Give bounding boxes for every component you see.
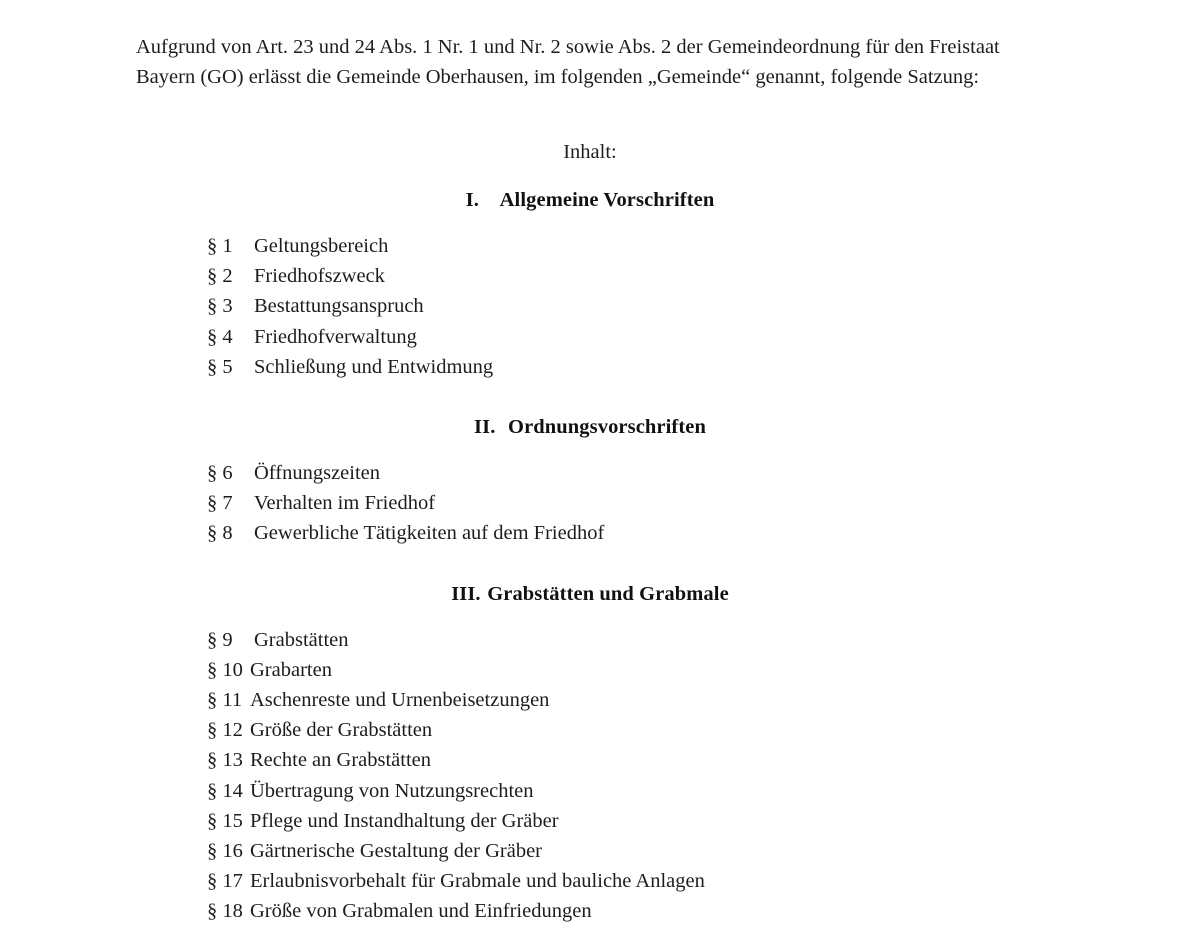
section-numeral: III. [451, 582, 481, 605]
section-title: Ordnungsvorschriften [508, 416, 706, 439]
paragraph-number: § 18 [207, 900, 243, 923]
paragraph-label: Grabarten [250, 658, 332, 681]
paragraph-number: § 2 [207, 265, 233, 288]
toc-entry[interactable] [207, 518, 1180, 548]
section-heading-3 [0, 580, 1180, 609]
section-item-list-3 [207, 625, 1180, 927]
section-title: Grabstätten und Grabmale [487, 582, 729, 605]
toc-entry[interactable] [207, 352, 1180, 382]
section-heading-2 [0, 413, 1180, 442]
paragraph-number: § 7 [207, 492, 233, 515]
paragraph-number: § 10 [207, 658, 243, 681]
toc-entry[interactable] [207, 836, 1180, 866]
paragraph-label: Grabstätten [254, 628, 349, 651]
paragraph-number: § 16 [207, 840, 243, 863]
toc-entry[interactable] [207, 625, 1180, 655]
section-numeral: II. [474, 416, 496, 439]
paragraph-number: § 14 [207, 779, 243, 802]
toc-entry[interactable] [207, 261, 1180, 291]
paragraph-number: § 17 [207, 870, 243, 893]
toc-entry[interactable] [207, 896, 1180, 926]
toc-section-3 [0, 580, 1180, 927]
section-item-list-1 [207, 231, 1180, 382]
section-title: Allgemeine Vorschriften [499, 189, 715, 211]
paragraph-label: Größe von Grabmalen und Einfriedungen [250, 900, 592, 923]
paragraph-label: Rechte an Grabstätten [250, 749, 432, 772]
paragraph-number: § 15 [207, 809, 243, 832]
paragraph-number: § 12 [207, 719, 243, 742]
toc-entry[interactable] [207, 745, 1180, 775]
paragraph-label: Öffnungszeiten [254, 462, 381, 485]
paragraph-number: § 9 [207, 628, 233, 651]
toc-entry[interactable] [207, 291, 1180, 321]
paragraph-number: § 5 [207, 355, 233, 378]
paragraph-label: Verhalten im Friedhof [254, 492, 436, 515]
paragraph-label: Gärtnerische Gestaltung der Gräber [250, 840, 542, 863]
paragraph-number: § 11 [207, 689, 243, 712]
paragraph-number: § 8 [207, 522, 233, 545]
section-numeral: I. [465, 189, 479, 211]
toc-entry[interactable] [207, 231, 1180, 261]
paragraph-label: Gewerbliche Tätigkeiten auf dem Friedhof [254, 522, 605, 545]
paragraph-label: Größe der Grabstätten [250, 719, 433, 742]
paragraph-label: Aschenreste und Urnenbeisetzungen [250, 689, 550, 712]
toc-entry[interactable] [207, 488, 1180, 518]
paragraph-number: § 6 [207, 462, 233, 485]
paragraph-label: Übertragung von Nutzungsrechten [250, 779, 534, 802]
toc-entry[interactable] [207, 685, 1180, 715]
paragraph-label: Friedhofverwaltung [254, 325, 417, 348]
paragraph-label: Schließung und Entwidmung [254, 355, 494, 378]
toc-entry[interactable] [207, 715, 1180, 745]
section-item-list-2 [207, 458, 1180, 549]
paragraph-number: § 1 [207, 235, 233, 257]
paragraph-number: § 4 [207, 325, 233, 348]
contents-heading: Inhalt: [563, 141, 617, 163]
paragraph-label: Pflege und Instandhaltung der Gräber [250, 809, 559, 832]
toc-entry[interactable] [207, 322, 1180, 352]
paragraph-number: § 3 [207, 295, 233, 318]
intro-paragraph: Aufgrund von Art. 23 und 24 Abs. 1 Nr. 1 und Nr. 2 sowie Abs. 2 der Gemeindeordnung für den Freistaat Bayern (GO) erlässt die Gemeinde Oberhausen, im folgenden „Gemeinde“ genannt, folgende Satzung: [136, 35, 1000, 88]
table-of-contents [0, 186, 1180, 927]
paragraph-label: Erlaubnisvorbehalt für Grabmale und bauliche Anlagen [250, 870, 705, 893]
toc-entry[interactable] [207, 655, 1180, 685]
toc-section-1 [0, 186, 1180, 382]
toc-entry[interactable] [207, 776, 1180, 806]
toc-entry[interactable] [207, 806, 1180, 836]
toc-entry[interactable] [207, 458, 1180, 488]
paragraph-label: Bestattungsanspruch [254, 295, 424, 318]
section-heading-1 [0, 186, 1180, 215]
paragraph-number: § 13 [207, 749, 243, 772]
paragraph-label: Geltungsbereich [254, 235, 389, 257]
toc-entry[interactable] [207, 866, 1180, 896]
paragraph-label: Friedhofszweck [254, 265, 385, 288]
toc-section-2 [0, 413, 1180, 549]
